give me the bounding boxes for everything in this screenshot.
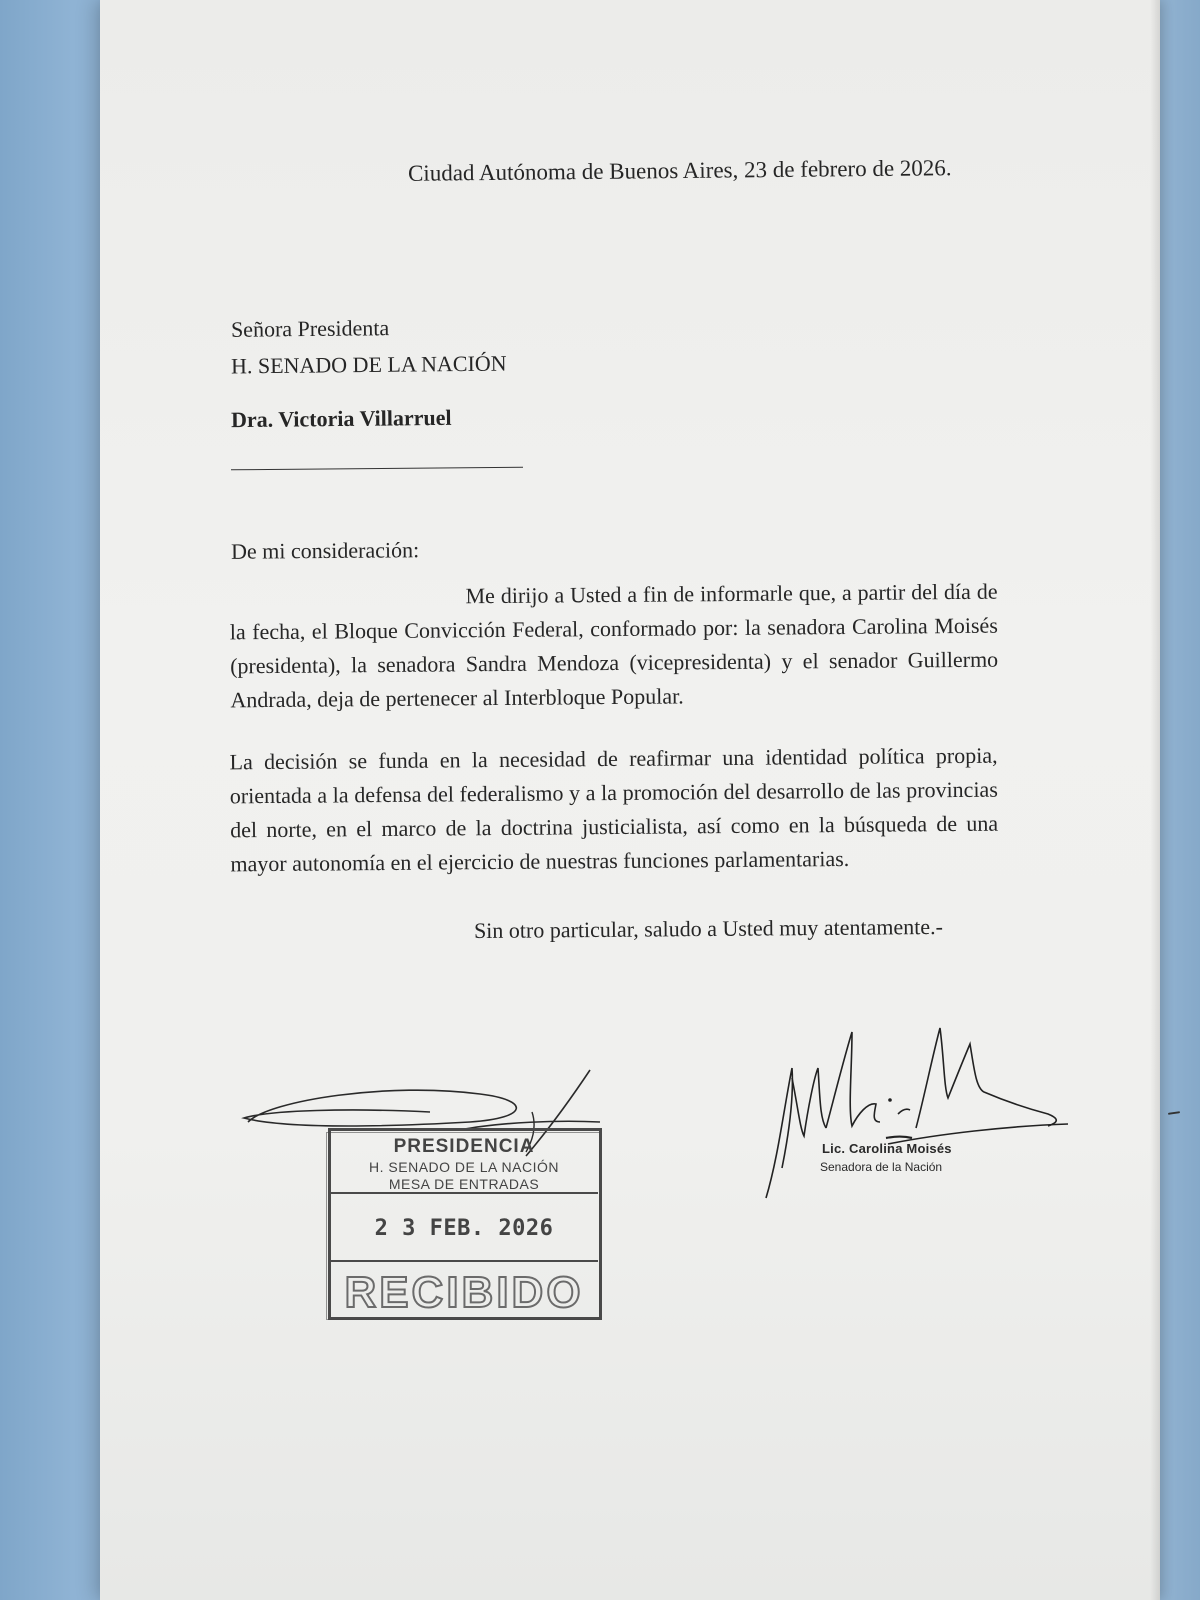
closing: Sin otro particular, saludo a Usted muy atentamente.- — [473, 913, 944, 944]
stamp-date: 2 3 FEB. 2026 — [374, 1216, 554, 1241]
recipient-institution: H. SENADO DE LA NACIÓN — [230, 350, 507, 379]
stamp-status: RECIBIDO — [344, 1268, 584, 1317]
paragraph-1: Me dirijo a Usted a fin de informarle que, a partir del día de la fecha, el Bloque Convicción Federal, conformado por: la senadora Carolina Moisés (presidenta), la senadora Sandra Mendoza (vicepresidenta) y el senador Guillermo Andrada, deja de pertenecer al Interbloque Popular. — [229, 578, 999, 713]
signatory-name: Lic. Carolina Moisés — [822, 1141, 952, 1156]
recipient-name: Dra. Victoria Villarruel — [230, 404, 452, 433]
signatory-title: Senadora de la Nación — [820, 1160, 943, 1174]
stamp-divider — [330, 1260, 598, 1262]
paragraph-2: La decisión se funda en la necesidad de reafirmar una identidad política propia, orientada a la defensa del federalismo y a la promoción del desarrollo de las provincias del norte, en el marco de la doctrina justicialista, así como en la búsqueda de una mayor autonomía en el ejercicio de nuestras funciones parlamentarias. — [229, 742, 999, 877]
greeting: De mi consideración: — [230, 537, 420, 564]
stamp-divider — [330, 1192, 598, 1194]
stamp-institution: H. SENADO DE LA NACIÓN — [369, 1159, 559, 1175]
letter-page — [100, 0, 1160, 1600]
handwritten-signature — [748, 1018, 1078, 1208]
receipt-stamp — [328, 1128, 598, 1324]
stamp-office: PRESIDENCIA — [393, 1136, 535, 1157]
ink-mark — [1168, 1111, 1180, 1115]
recipient-underline — [231, 467, 523, 471]
stamp-department: MESA DE ENTRADAS — [388, 1176, 540, 1192]
letter-body — [100, 0, 1160, 1600]
recipient-salutation: Señora Presidenta — [230, 315, 390, 342]
dateline: Ciudad Autónoma de Buenos Aires, 23 de febrero de 2026. — [407, 155, 952, 186]
